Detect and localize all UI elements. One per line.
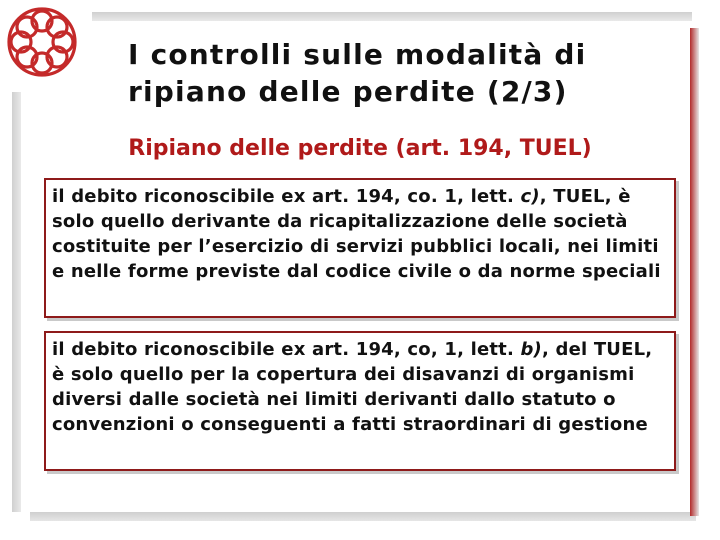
decorative-knot-logo-icon <box>2 2 82 82</box>
text-box-text-start: il debito riconoscibile ex art. 194, co, 1, lett. <box>52 339 521 360</box>
text-box-text-end: , del TUEL, è solo quello per la copertura dei disavanzi di organismi diversi dalle società nei limiti derivanti dallo statuto o convenzioni o conseguenti a fatti straordinari di gestione <box>52 339 653 435</box>
slide-title <box>128 36 688 110</box>
text-box-paragraph <box>52 337 668 437</box>
text-box-lett-ref: b) <box>520 339 542 360</box>
text-box-lett-b <box>44 331 676 471</box>
text-box-lett-ref: c) <box>520 186 540 207</box>
text-box-paragraph <box>52 184 668 284</box>
slide-title-line-2: ripiano delle perdite (2/3) <box>128 75 568 108</box>
text-box-text-end: , TUEL, è solo quello derivante da ricapitalizzazione delle società costituite per l’esercizio di servizi pubblici locali, nei limiti e nelle forme previste dal codice civile o da norme speciali <box>52 186 661 282</box>
slide-title-line-1: I controlli sulle modalità di <box>128 38 587 71</box>
text-box-text-start: il debito riconoscibile ex art. 194, co. 1, lett. <box>52 186 521 207</box>
slide-frame-bottom <box>30 512 696 521</box>
text-box-lett-c <box>44 178 676 318</box>
slide-frame-top <box>92 12 692 21</box>
slide-subtitle: Ripiano delle perdite (art. 194, TUEL) <box>128 136 592 161</box>
slide-frame-right <box>690 28 699 516</box>
